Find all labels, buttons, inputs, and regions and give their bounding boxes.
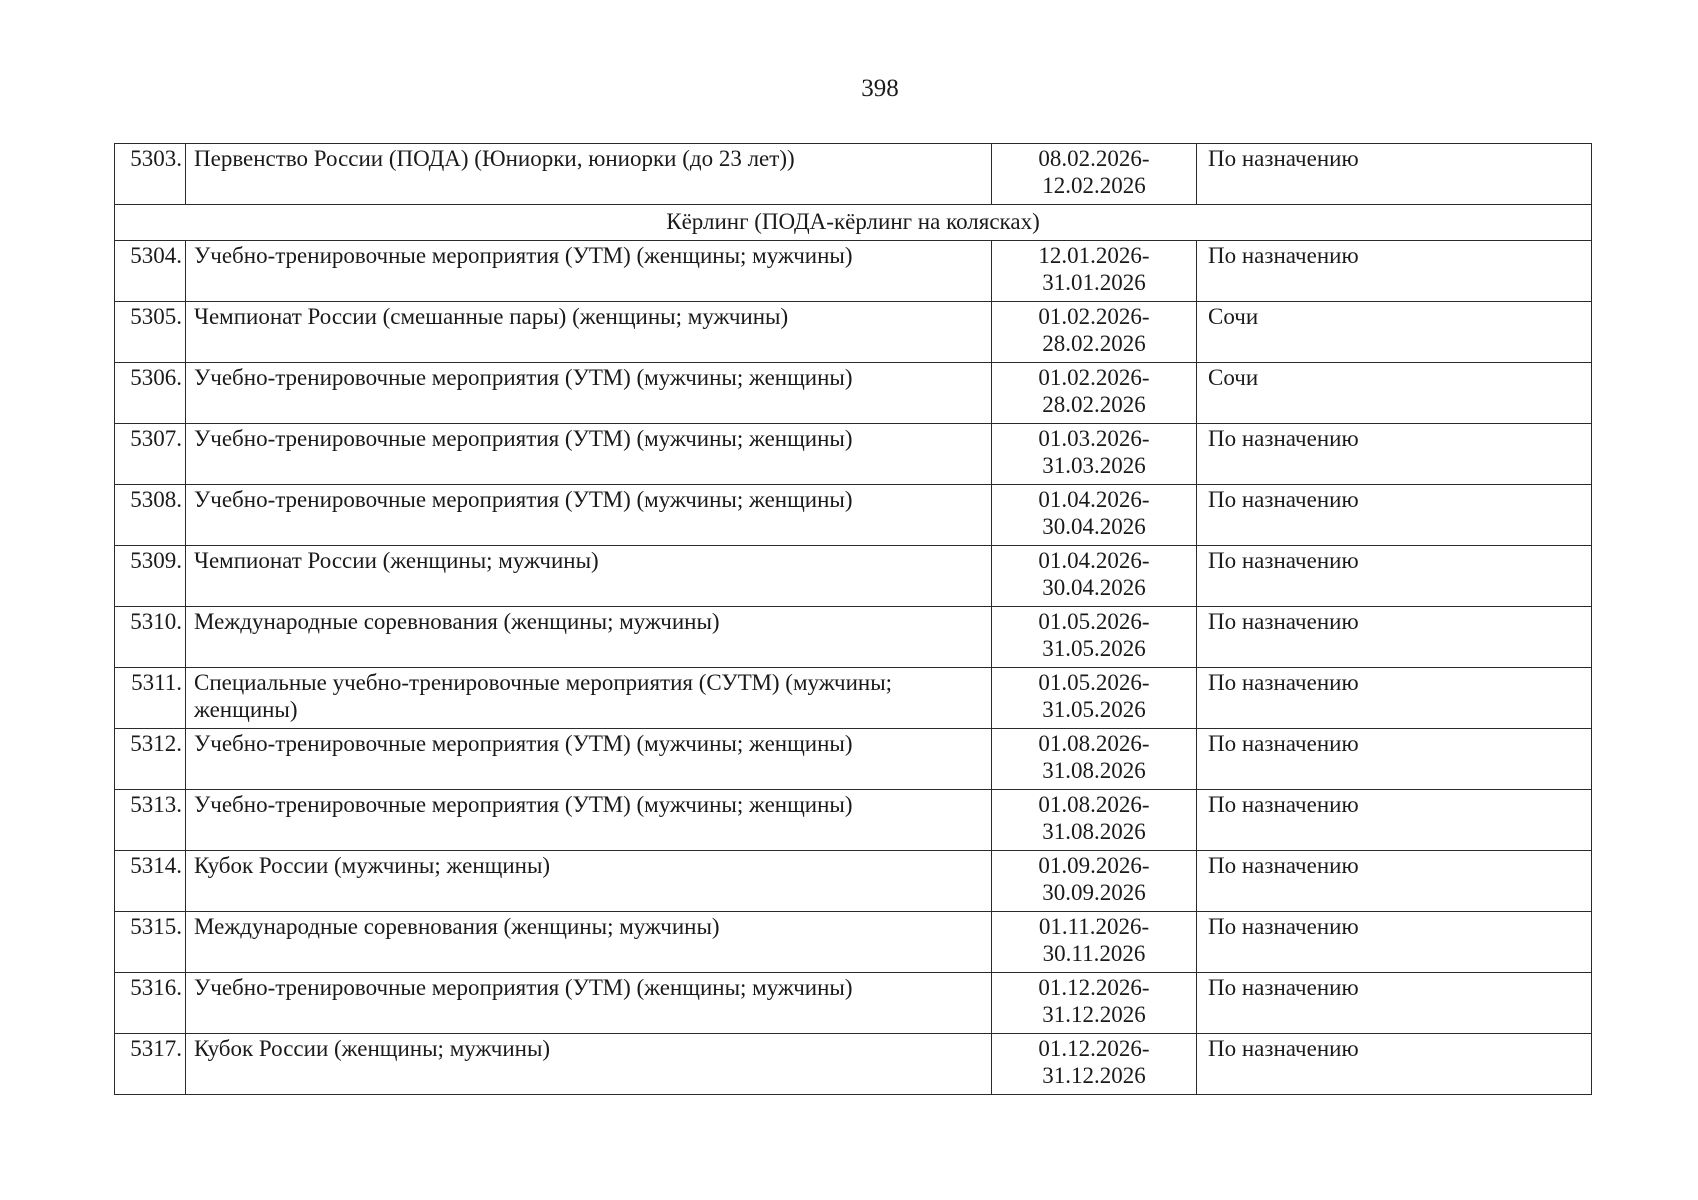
event-name: Специальные учебно-тренировочные мероприятия (СУТМ) (мужчины; женщины)	[186, 668, 992, 729]
date-to: 31.08.2026	[1042, 758, 1146, 783]
table-row	[115, 851, 1592, 912]
event-place: По назначению	[1197, 144, 1592, 205]
date-to: 28.02.2026	[1042, 392, 1146, 417]
event-dates	[992, 668, 1197, 729]
event-name: Учебно-тренировочные мероприятия (УТМ) (женщины; мужчины)	[186, 241, 992, 302]
row-number: 5311.	[115, 668, 186, 729]
table-row	[115, 424, 1592, 485]
date-to: 31.05.2026	[1042, 697, 1146, 722]
event-dates	[992, 485, 1197, 546]
event-dates	[992, 973, 1197, 1034]
date-to: 31.08.2026	[1042, 819, 1146, 844]
event-place: По назначению	[1197, 729, 1592, 790]
table-row	[115, 790, 1592, 851]
table-row	[115, 302, 1592, 363]
date-from: 01.12.2026-	[1038, 1036, 1150, 1061]
event-dates	[992, 546, 1197, 607]
date-from: 01.11.2026-	[1038, 914, 1150, 939]
date-to: 28.02.2026	[1042, 331, 1146, 356]
table-row	[115, 973, 1592, 1034]
row-number: 5316.	[115, 973, 186, 1034]
table-row	[115, 485, 1592, 546]
date-to: 31.01.2026	[1042, 270, 1146, 295]
date-to: 30.11.2026	[1042, 941, 1146, 966]
row-number: 5303.	[115, 144, 186, 205]
table-row	[115, 144, 1592, 205]
event-dates	[992, 363, 1197, 424]
event-name: Учебно-тренировочные мероприятия (УТМ) (мужчины; женщины)	[186, 729, 992, 790]
event-name: Чемпионат России (женщины; мужчины)	[186, 546, 992, 607]
table-row	[115, 241, 1592, 302]
date-from: 01.12.2026-	[1038, 975, 1150, 1000]
event-dates	[992, 912, 1197, 973]
date-from: 01.05.2026-	[1038, 670, 1150, 695]
event-name: Учебно-тренировочные мероприятия (УТМ) (женщины; мужчины)	[186, 973, 992, 1034]
row-number: 5313.	[115, 790, 186, 851]
event-dates	[992, 729, 1197, 790]
date-from: 01.09.2026-	[1038, 853, 1150, 878]
date-to: 30.04.2026	[1042, 514, 1146, 539]
date-from: 01.03.2026-	[1038, 426, 1150, 451]
event-name: Международные соревнования (женщины; мужчины)	[186, 607, 992, 668]
event-name: Учебно-тренировочные мероприятия (УТМ) (мужчины; женщины)	[186, 790, 992, 851]
row-number: 5305.	[115, 302, 186, 363]
date-to: 31.03.2026	[1042, 453, 1146, 478]
date-from: 01.05.2026-	[1038, 609, 1150, 634]
row-number: 5306.	[115, 363, 186, 424]
event-dates	[992, 241, 1197, 302]
table-row	[115, 912, 1592, 973]
table-row	[115, 729, 1592, 790]
date-from: 01.08.2026-	[1038, 731, 1150, 756]
event-name: Первенство России (ПОДА) (Юниорки, юниорки (до 23 лет))	[186, 144, 992, 205]
event-place: По назначению	[1197, 241, 1592, 302]
row-number: 5315.	[115, 912, 186, 973]
event-name: Учебно-тренировочные мероприятия (УТМ) (мужчины; женщины)	[186, 363, 992, 424]
date-to: 31.12.2026	[1042, 1063, 1146, 1088]
date-to: 30.09.2026	[1042, 880, 1146, 905]
row-number: 5310.	[115, 607, 186, 668]
event-name: Чемпионат России (смешанные пары) (женщины; мужчины)	[186, 302, 992, 363]
date-from: 08.02.2026-	[1038, 146, 1150, 171]
date-from: 01.02.2026-	[1038, 365, 1150, 390]
section-header-row	[115, 205, 1592, 241]
events-table-body	[115, 144, 1592, 1095]
row-number: 5317.	[115, 1034, 186, 1095]
table-row	[115, 546, 1592, 607]
date-to: 31.12.2026	[1042, 1002, 1146, 1027]
event-dates	[992, 1034, 1197, 1095]
event-place: По назначению	[1197, 1034, 1592, 1095]
date-from: 12.01.2026-	[1038, 243, 1150, 268]
event-dates	[992, 790, 1197, 851]
table-row	[115, 607, 1592, 668]
table-row	[115, 1034, 1592, 1095]
event-dates	[992, 144, 1197, 205]
event-place: По назначению	[1197, 607, 1592, 668]
date-from: 01.04.2026-	[1038, 487, 1150, 512]
date-to: 31.05.2026	[1042, 636, 1146, 661]
events-table	[114, 143, 1592, 1095]
event-dates	[992, 851, 1197, 912]
date-from: 01.08.2026-	[1038, 792, 1150, 817]
event-place: По назначению	[1197, 424, 1592, 485]
event-name: Кубок России (женщины; мужчины)	[186, 1034, 992, 1095]
row-number: 5309.	[115, 546, 186, 607]
date-from: 01.02.2026-	[1038, 304, 1150, 329]
event-place: По назначению	[1197, 973, 1592, 1034]
row-number: 5304.	[115, 241, 186, 302]
event-name: Кубок России (мужчины; женщины)	[186, 851, 992, 912]
row-number: 5307.	[115, 424, 186, 485]
date-from: 01.04.2026-	[1038, 548, 1150, 573]
table-row	[115, 668, 1592, 729]
event-dates	[992, 607, 1197, 668]
event-place: По назначению	[1197, 485, 1592, 546]
event-dates	[992, 302, 1197, 363]
event-name: Международные соревнования (женщины; мужчины)	[186, 912, 992, 973]
event-place: Сочи	[1197, 363, 1592, 424]
date-to: 12.02.2026	[1042, 173, 1146, 198]
event-name: Учебно-тренировочные мероприятия (УТМ) (мужчины; женщины)	[186, 485, 992, 546]
table-row	[115, 363, 1592, 424]
event-place: Сочи	[1197, 302, 1592, 363]
event-place: По назначению	[1197, 668, 1592, 729]
event-place: По назначению	[1197, 790, 1592, 851]
event-dates	[992, 424, 1197, 485]
event-place: По назначению	[1197, 851, 1592, 912]
date-to: 30.04.2026	[1042, 575, 1146, 600]
event-name: Учебно-тренировочные мероприятия (УТМ) (мужчины; женщины)	[186, 424, 992, 485]
event-place: По назначению	[1197, 912, 1592, 973]
row-number: 5314.	[115, 851, 186, 912]
row-number: 5312.	[115, 729, 186, 790]
section-title: Кёрлинг (ПОДА-кёрлинг на колясках)	[115, 205, 1592, 241]
event-place: По назначению	[1197, 546, 1592, 607]
row-number: 5308.	[115, 485, 186, 546]
page-number: 398	[861, 75, 899, 102]
